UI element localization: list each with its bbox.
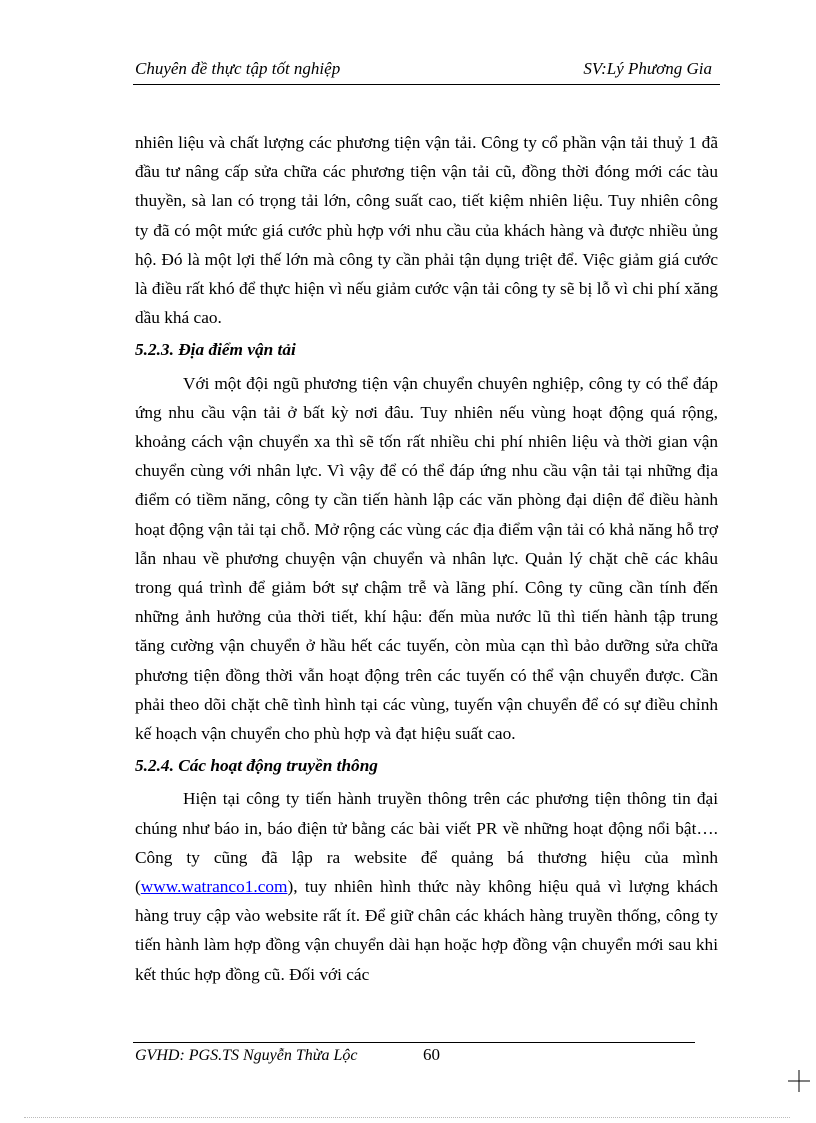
page-header bbox=[133, 54, 720, 85]
paragraph-3-text-b: ), tuy nhiên hình thức này không hiệu quả vì lượng khách hàng truy cập vào website rất ít. Để giữ chân các khách hàng truyền thống, công ty tiến hành làm hợp đồng vận chuyển dài hạn hoặc hợp đồng vận chuyển mới sau khi kết thúc hợp đồng cũ. Đối với các bbox=[135, 877, 718, 984]
header-title: Chuyên đề thực tập tốt nghiệp bbox=[135, 59, 341, 78]
paragraph-3-text-a: Hiện tại công ty tiến hành truyền thông trên các phương tiện thông tin đại chúng như báo in, báo điện tử bằng các bài viết PR về những hoạt động nổi bật…. Công ty cũng đã lập ra website để quảng bá thương hiệu của mình ( bbox=[135, 789, 718, 897]
page-footer bbox=[133, 1042, 695, 1064]
document-body bbox=[135, 128, 718, 989]
footer-supervisor: GVHD: PGS.TS Nguyễn Thừa Lộc bbox=[135, 1047, 358, 1064]
paragraph-2: Với một đội ngũ phương tiện vận chuyển chuyên nghiệp, công ty có thể đáp ứng nhu cầu vận tải ở bất kỳ nơi đâu. Tuy nhiên nếu vùng hoạt động quá rộng, khoảng cách vận chuyển xa thì sẽ tốn rất nhiều chi phí nhiên liệu và thời gian vận chuyển cùng với nhân lực. Vì vậy để có thể đáp ứng nhu cầu vận tải tại những địa điểm có tiềm năng, công ty cần tiến hành lập các văn phòng đại diện để điều hành hoạt động vận tải tại chỗ. Mở rộng các vùng các địa điểm vận tải có khả năng hỗ trợ lẫn nhau về phương chuyện vận chuyển và nhân lực. Quản lý chặt chẽ các khâu trong quá trình để giảm bớt sự chậm trễ và lãng phí. Công ty cũng cần tính đến những ảnh hưởng của thời tiết, khí hậu: đến mùa nước lũ thì tiến hành tập trung tăng cường vận chuyển ở hầu hết các tuyến, còn mùa cạn thì bảo dưỡng sửa chữa phương tiện đồng thời vẫn hoạt động trên các tuyến có thể vận chuyển được. Cần phải theo dõi chặt chẽ tình hình tại các vùng, tuyến vận chuyển để có sự điều chỉnh kế hoạch vận chuyển cho phù hợp và đạt hiệu suất cao. bbox=[135, 373, 718, 744]
section-heading-5-2-4: 5.2.4. Các hoạt động truyền thông bbox=[135, 756, 378, 776]
header-author: SV:Lý Phương Gia bbox=[583, 59, 712, 78]
paragraph-1: nhiên liệu và chất lượng các phương tiện vận tải. Công ty cổ phần vận tải thuỷ 1 đã đầu tư nâng cấp sửa chữa các phương tiện vận tải cũ, đồng thời đóng mới các tàu thuyền, sà lan có trọng tải lớn, công suất cao, tiết kiệm nhiên liệu. Tuy nhiên công ty đã có một mức giá cước phù hợp với nhu cầu của khách hàng và được nhiều ủng hộ. Đó là một lợi thế lớn mà công ty cần phải tận dụng triệt để. Việc giảm giá cước là điều rất khó để thực hiện vì nếu giảm cước vận tải công ty sẽ bị lỗ vì chi phí xăng dầu khá cao. bbox=[135, 133, 718, 328]
corner-mark-icon bbox=[788, 1070, 810, 1092]
paragraph-3 bbox=[135, 784, 718, 988]
page-number: 60 bbox=[423, 1045, 440, 1064]
section-heading-5-2-3: 5.2.3. Địa điểm vận tải bbox=[135, 340, 296, 360]
website-link[interactable]: www.watranco1.com bbox=[140, 877, 288, 897]
page-bottom-rule bbox=[24, 1117, 790, 1118]
